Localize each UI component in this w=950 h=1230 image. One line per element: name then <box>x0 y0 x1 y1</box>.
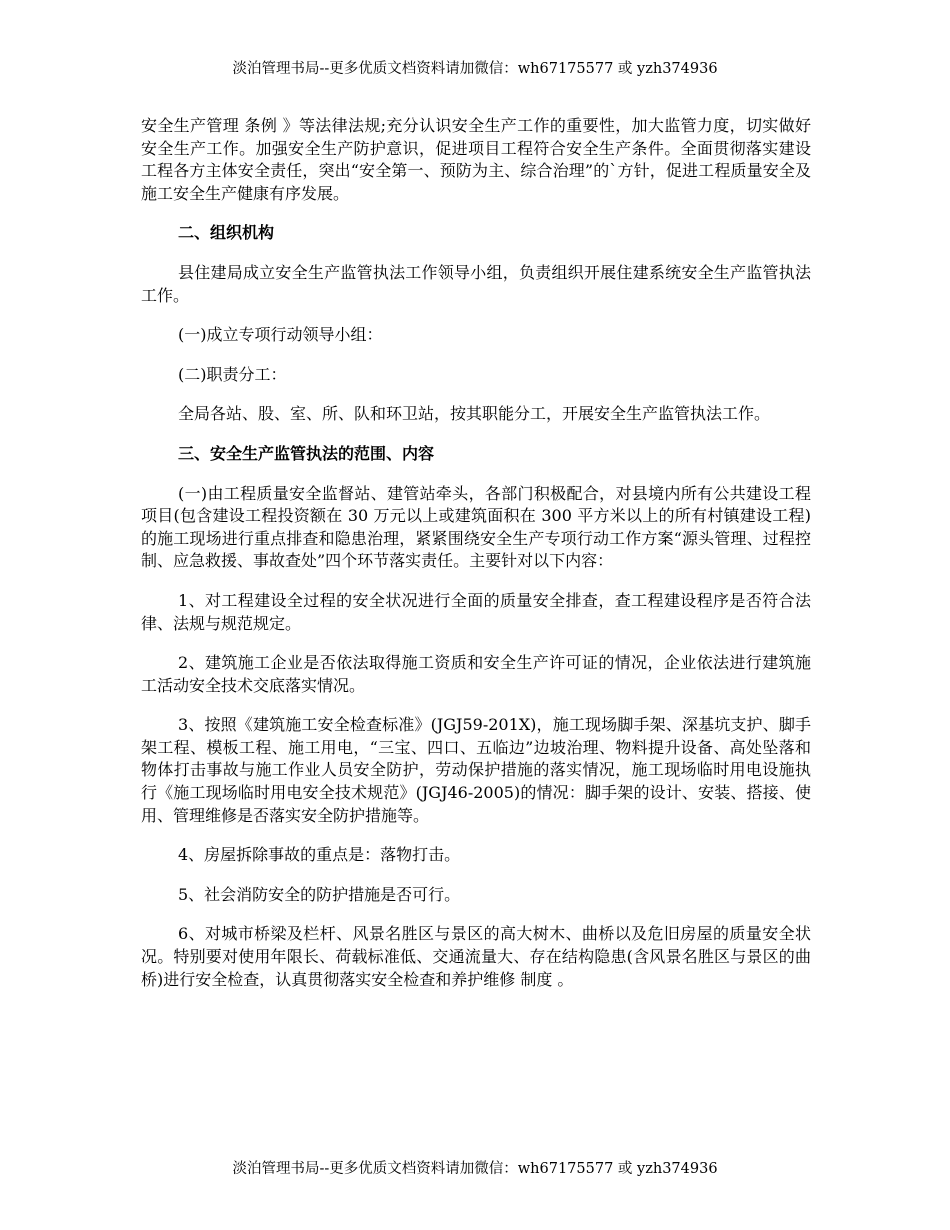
paragraph-intro: 安全生产管理 条例 》等法律法规;充分认识安全生产工作的重要性，加大监管力度，切实做好安全生产工作。加强安全生产防护意识，促进项目工程符合安全生产条件。全面贯彻落实建设工程各方主体安全责任，突出“安全第一、预防为主、综合治理”的`方针，促进工程质量安全及施工安全生产健康有序发展。 <box>141 116 811 203</box>
list-item-6: 6、对城市桥梁及栏杆、风景名胜区与景区的高大树木、曲桥以及危旧房屋的质量安全状况。特别要对使用年限长、荷载标准低、交通流量大、存在结构隐患(含风景名胜区与景区的曲桥)进行安全检查，认真贯彻落实安全检查和养护维修 制度 。 <box>141 924 811 989</box>
paragraph-division: 全局各站、股、室、所、队和环卫站，按其职能分工，开展安全生产监管执法工作。 <box>178 404 771 424</box>
list-item-2: 2、建筑施工企业是否依法取得施工资质和安全生产许可证的情况，企业依法进行建筑施工活动安全技术交底落实情况。 <box>141 653 811 695</box>
list-item-5: 5、社会消防安全的防护措施是否可行。 <box>178 884 461 904</box>
section-heading-scope: 三、安全生产监管执法的范围、内容 <box>178 443 435 463</box>
list-item-1: 1、对工程建设全过程的安全状况进行全面的质量安全排查，查工程建设程序是否符合法律、法规与规范规定。 <box>141 590 811 633</box>
paragraph-sub-2: (二)职责分工： <box>178 364 287 384</box>
list-item-4: 4、房屋拆除事故的重点是：落物打击。 <box>178 845 461 865</box>
paragraph-scope-1: (一)由工程质量安全监督站、建管站牵头，各部门积极配合，对县境内所有公共建设工程项目(包含建设工程投资额在 30 万元以上或建筑面积在 300 平方米以上的所有村镇建设工程)的施工现场进行重点排查和隐患治理，紧紧围绕安全生产专项行动工作方案“源头管理、过程控制、应急救援、事故查处”四个环节落实责任。主要针对以下内容： <box>141 483 811 571</box>
page-footer: 淡泊管理书局--更多优质文档资料请加微信：wh67175577 或 yzh374936 <box>232 1161 718 1177</box>
section-heading-organization: 二、组织机构 <box>178 223 275 243</box>
document-body <box>141 115 811 1008</box>
paragraph-leadership-group: 县住建局成立安全生产监管执法工作领导小组，负责组织开展住建系统安全生产监管执法工作。 <box>141 262 811 305</box>
list-item-3: 3、按照《建筑施工安全检查标准》(JGJ59-201X)，施工现场脚手架、深基坑支护、脚手架工程、模板工程、施工用电，“三宝、四口、五临边”边坡治理、物料提升设备、高处坠落和物体打击事故与施工作业人员安全防护，劳动保护措施的落实情况，施工现场临时用电设施执行《施工现场临时用电安全技术规范》(JGJ46-2005)的情况：脚手架的设计、安装、搭接、使用、管理维修是否落实安全防护措施等。 <box>141 715 811 825</box>
page-header: 淡泊管理书局--更多优质文档资料请加微信：wh67175577 或 yzh374936 <box>232 61 718 77</box>
paragraph-sub-1: (一)成立专项行动领导小组： <box>178 325 383 345</box>
